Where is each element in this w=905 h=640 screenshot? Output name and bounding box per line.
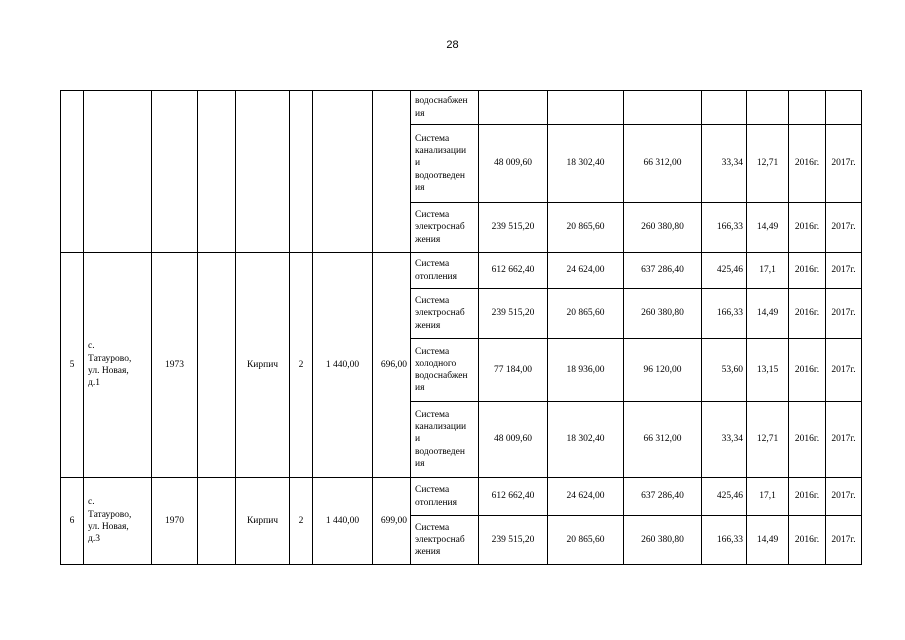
address: [84, 253, 152, 478]
system-name-line: электроснаб: [415, 534, 465, 545]
system-name: [411, 402, 479, 478]
cell-empty: [198, 253, 236, 478]
wall-material: [236, 91, 290, 253]
system-name-line: ия: [415, 383, 425, 394]
floors: 2: [290, 253, 313, 478]
system-name-line: Система: [415, 485, 450, 496]
system-name: [411, 253, 479, 289]
cost-per-m2: 425,46: [702, 478, 747, 516]
year-start: 2016г.: [789, 125, 826, 203]
address-line: ул. Новая,: [88, 366, 129, 376]
year-start: 2016г.: [789, 402, 826, 478]
cost-per-m2: 53,60: [702, 339, 747, 402]
cost-works: 48 009,60: [479, 402, 548, 478]
cell-empty: [826, 91, 862, 125]
floors: [290, 91, 313, 253]
total-area: 1 440,00: [313, 478, 373, 565]
cell-empty: [789, 91, 826, 125]
cost-works: 239 515,20: [479, 203, 548, 253]
cost-total: 637 286,40: [624, 253, 702, 289]
address-line: Татаурово,: [88, 353, 132, 364]
limit-cost: 17,1: [747, 253, 789, 289]
year-end: 2017г.: [826, 203, 862, 253]
cell-empty: [548, 91, 624, 125]
system-name-line: ия: [415, 108, 425, 119]
system-name-line: жения: [415, 547, 441, 558]
system-name-line: Система: [415, 296, 450, 307]
cost-works: 612 662,40: [479, 478, 548, 516]
limit-cost: 13,15: [747, 339, 789, 402]
system-name-line: электроснаб: [415, 308, 465, 319]
cost-per-m2: 166,33: [702, 289, 747, 339]
address-line: с.: [88, 497, 95, 508]
year-start: 2016г.: [789, 289, 826, 339]
address-line: д.1: [88, 378, 100, 389]
limit-cost: 17,1: [747, 478, 789, 516]
cell-empty: [747, 91, 789, 125]
address-line: с.: [88, 341, 95, 352]
table-row: [61, 478, 862, 516]
table-row: [61, 253, 862, 289]
limit-cost: 14,49: [747, 516, 789, 565]
cost-design: 18 302,40: [548, 125, 624, 203]
cost-total: 260 380,80: [624, 516, 702, 565]
limit-cost: 14,49: [747, 203, 789, 253]
total-area: 1 440,00: [313, 253, 373, 478]
cost-works: 48 009,60: [479, 125, 548, 203]
cost-total: 260 380,80: [624, 289, 702, 339]
cost-total: 66 312,00: [624, 125, 702, 203]
system-name-line: водоотведен: [415, 446, 465, 457]
cell-empty: [479, 91, 548, 125]
cost-per-m2: 425,46: [702, 253, 747, 289]
year-built: [152, 91, 198, 253]
address-line: Татаурово,: [88, 509, 132, 520]
wall-material: Кирпич: [236, 478, 290, 565]
limit-cost: 12,71: [747, 402, 789, 478]
system-name-line: канализации: [415, 146, 467, 157]
cost-design: 20 865,60: [548, 516, 624, 565]
year-start: 2016г.: [789, 516, 826, 565]
floors: 2: [290, 478, 313, 565]
cost-design: 20 865,60: [548, 289, 624, 339]
living-area: 699,00: [373, 478, 411, 565]
system-name-line: жения: [415, 234, 441, 245]
wall-material: Кирпич: [236, 253, 290, 478]
year-end: 2017г.: [826, 289, 862, 339]
cost-works: 77 184,00: [479, 339, 548, 402]
cost-per-m2: 166,33: [702, 516, 747, 565]
system-name-line: водоснабжен: [415, 371, 468, 381]
system-name-line: канализации: [415, 422, 467, 433]
year-built: 1970: [152, 478, 198, 565]
page-number: 28: [446, 39, 459, 51]
system-name-line: Система: [415, 134, 450, 145]
cost-design: 18 936,00: [548, 339, 624, 402]
total-area: [313, 91, 373, 253]
cost-design: 24 624,00: [548, 253, 624, 289]
address-line: ул. Новая,: [88, 522, 129, 532]
system-name-line: жения: [415, 320, 441, 331]
system-name-line: Система: [415, 346, 450, 357]
cost-per-m2: 33,34: [702, 402, 747, 478]
system-name-line: Система: [415, 410, 450, 421]
address: [84, 91, 152, 253]
cost-design: 18 302,40: [548, 402, 624, 478]
cost-works: 612 662,40: [479, 253, 548, 289]
system-name-line: ия: [415, 182, 425, 193]
system-name: [411, 91, 479, 125]
row-number: [61, 91, 84, 253]
year-start: 2016г.: [789, 203, 826, 253]
cost-total: 96 120,00: [624, 339, 702, 402]
system-name-line: отопления: [415, 497, 457, 508]
system-name-line: Система: [415, 210, 450, 221]
repair-schedule-table: [60, 90, 862, 565]
limit-cost: 14,49: [747, 289, 789, 339]
system-name-line: и: [415, 158, 421, 169]
year-start: 2016г.: [789, 339, 826, 402]
year-start: 2016г.: [789, 253, 826, 289]
year-end: 2017г.: [826, 125, 862, 203]
system-name: [411, 339, 479, 402]
system-name-line: и: [415, 434, 421, 445]
living-area: 696,00: [373, 253, 411, 478]
system-name: [411, 516, 479, 565]
system-name: [411, 125, 479, 203]
year-start: 2016г.: [789, 478, 826, 516]
year-end: 2017г.: [826, 253, 862, 289]
living-area: [373, 91, 411, 253]
year-end: 2017г.: [826, 402, 862, 478]
system-name-line: отопления: [415, 271, 457, 282]
system-name: [411, 289, 479, 339]
cost-per-m2: 33,34: [702, 125, 747, 203]
system-name-line: ия: [415, 458, 425, 469]
year-end: 2017г.: [826, 478, 862, 516]
cell-empty: [198, 91, 236, 253]
system-name-line: Система: [415, 522, 450, 533]
cell-empty: [198, 478, 236, 565]
system-name: [411, 203, 479, 253]
cost-total: 637 286,40: [624, 478, 702, 516]
cost-total: 66 312,00: [624, 402, 702, 478]
system-name: [411, 478, 479, 516]
address: [84, 478, 152, 565]
cell-empty: [624, 91, 702, 125]
cost-works: 239 515,20: [479, 516, 548, 565]
system-name-line: Система: [415, 259, 450, 270]
table-row: [61, 91, 862, 125]
year-built: 1973: [152, 253, 198, 478]
row-number: 6: [61, 478, 84, 565]
cost-per-m2: 166,33: [702, 203, 747, 253]
system-name-line: водоотведен: [415, 170, 465, 181]
limit-cost: 12,71: [747, 125, 789, 203]
cost-design: 20 865,60: [548, 203, 624, 253]
row-number: 5: [61, 253, 84, 478]
cell-empty: [702, 91, 747, 125]
year-end: 2017г.: [826, 339, 862, 402]
cost-total: 260 380,80: [624, 203, 702, 253]
address-line: д.3: [88, 534, 100, 545]
system-name-line: водоснабжен: [415, 96, 468, 107]
cost-design: 24 624,00: [548, 478, 624, 516]
cost-works: 239 515,20: [479, 289, 548, 339]
system-name-line: холодного: [415, 358, 457, 369]
year-end: 2017г.: [826, 516, 862, 565]
system-name-line: электроснаб: [415, 222, 465, 233]
